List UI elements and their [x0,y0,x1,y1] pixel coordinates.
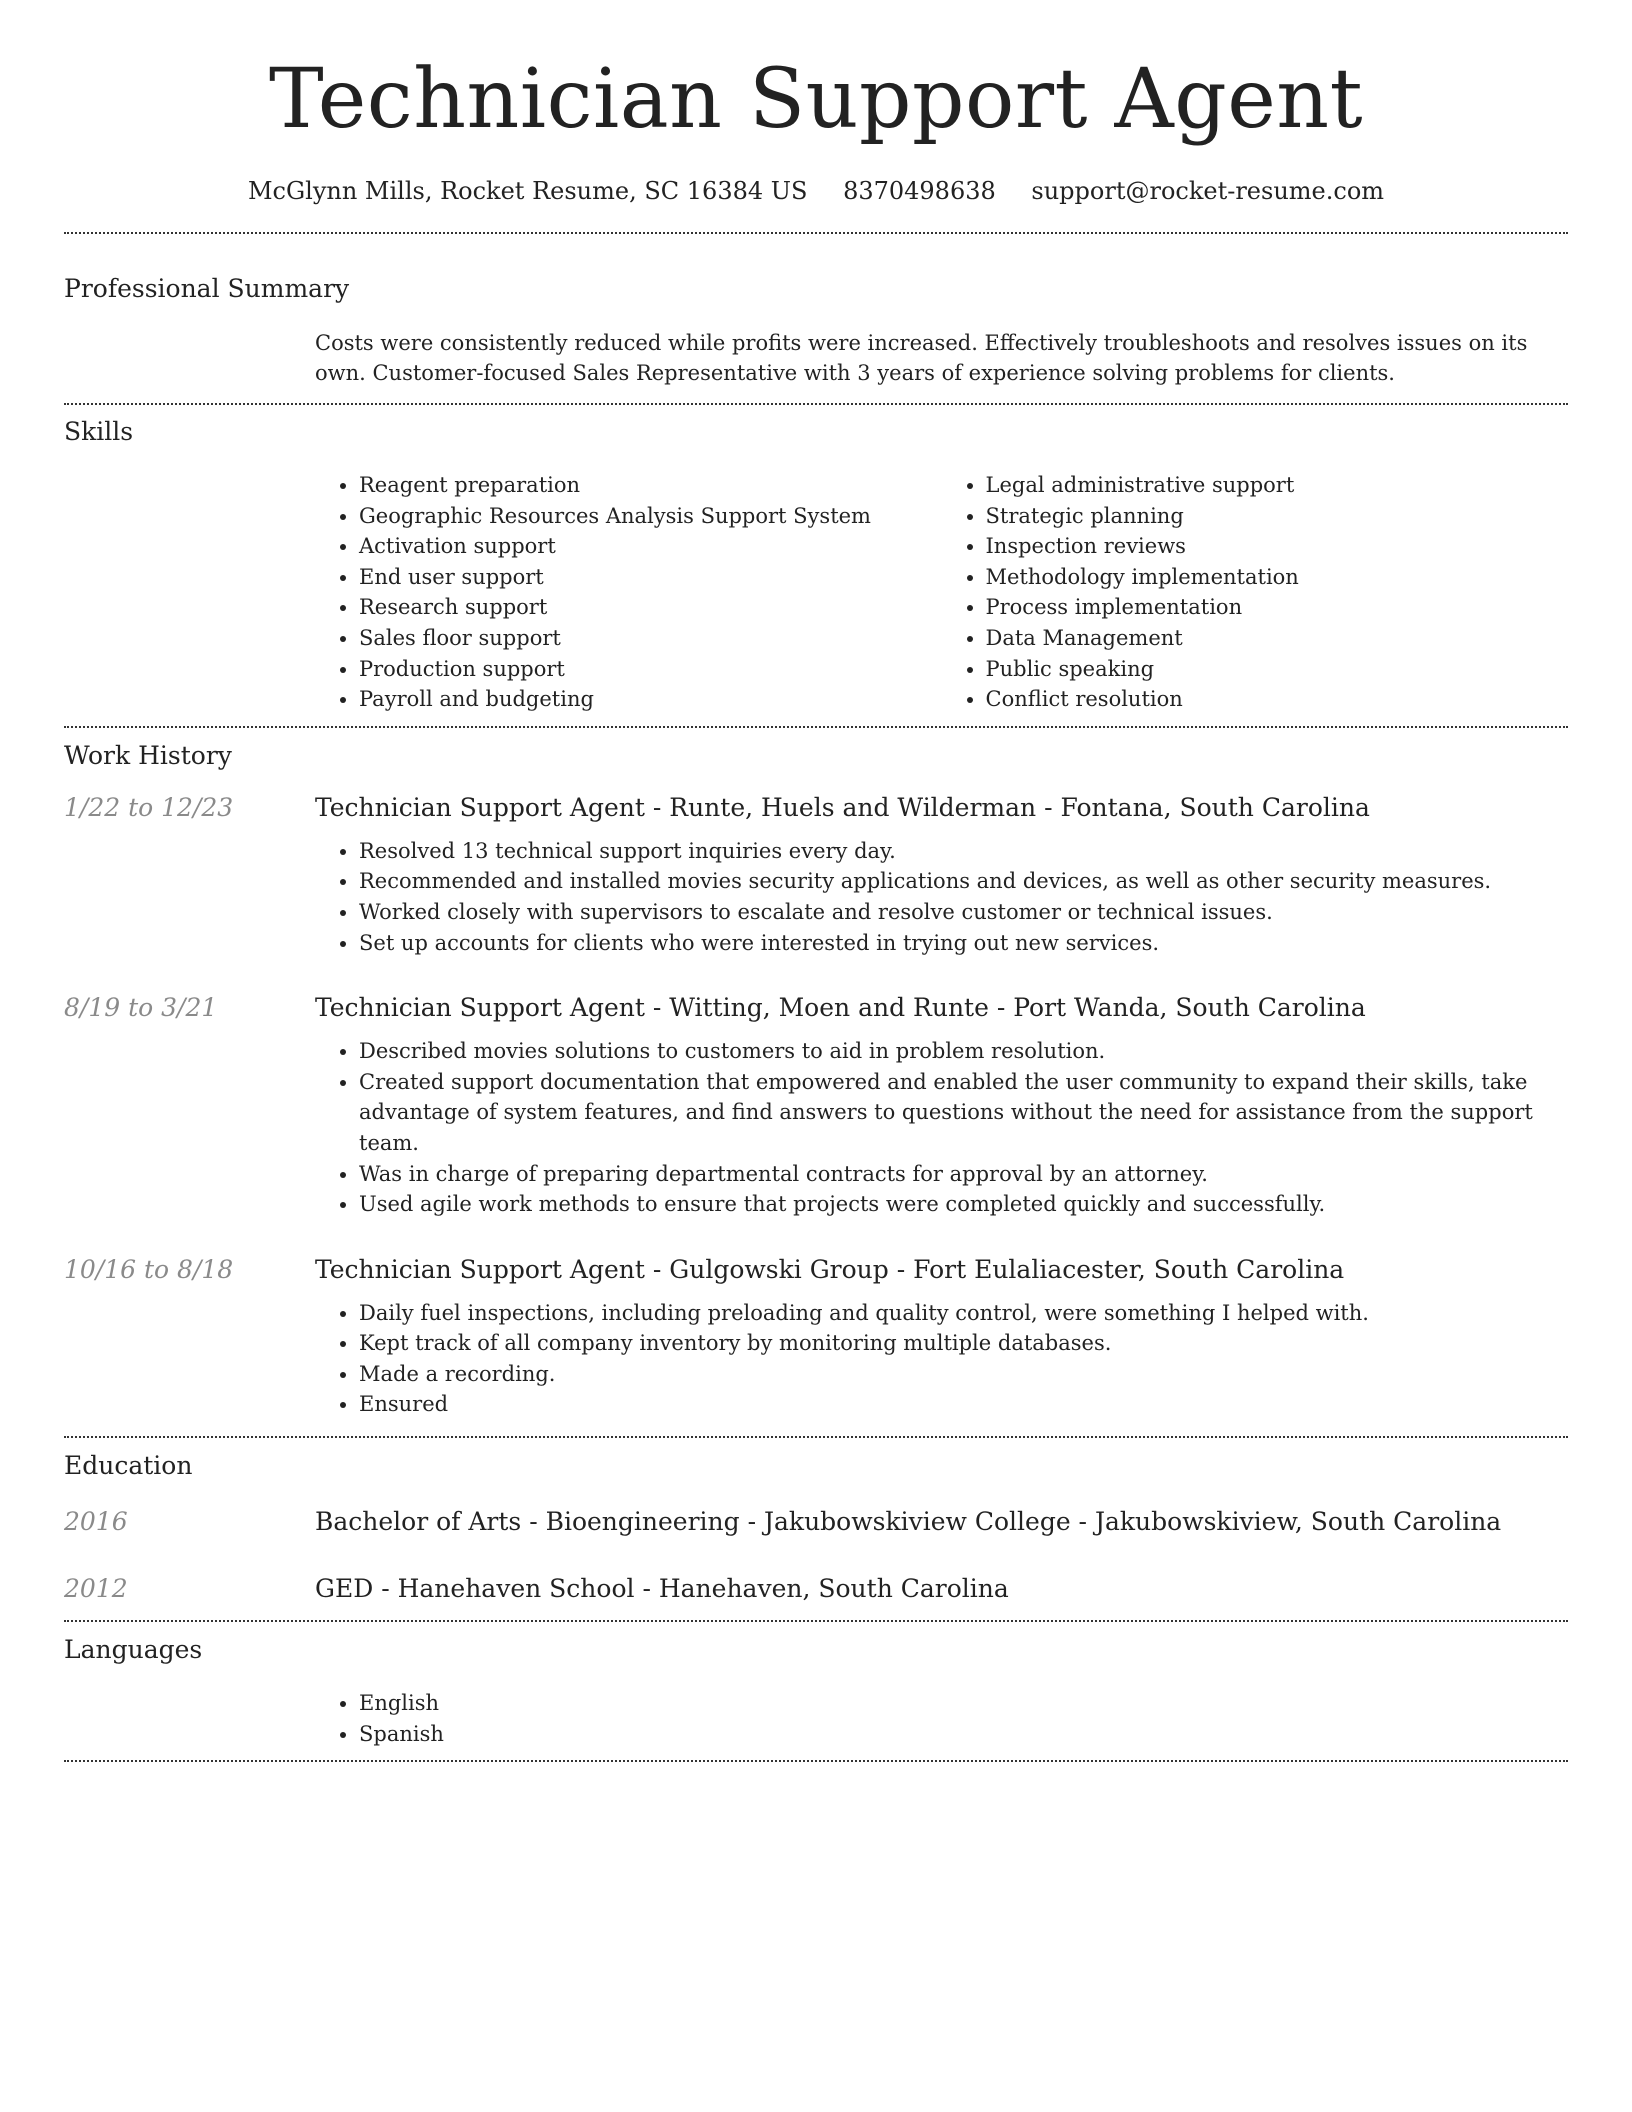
job-bullet: • Used agile work methods to ensure that projects were completed quickly and successfully. [359,1189,1568,1220]
job-bullet: • Was in charge of preparing departmental contracts for approval by an attorney. [359,1159,1568,1190]
education-degree: Bachelor of Arts - Bioengineering - Jakubowskiview College - Jakubowskiview, South Carolina [315,1507,1502,1537]
divider [64,1436,1568,1438]
job-bullet: • Worked closely with supervisors to escalate and resolve customer or technical issues. [359,897,1568,928]
skill-item: • Public speaking [986,654,1569,685]
skill-item: • Reagent preparation [359,470,942,501]
job-bullet: • Resolved 13 technical support inquiries every day. [359,836,1568,867]
languages-heading: Languages [64,1635,203,1665]
skill-item: • End user support [359,562,942,593]
skill-item: • Inspection reviews [986,531,1569,562]
job-bullet: • Created support documentation that empowered and enabled the user community to expand their skills, take advantage of system features, and find answers to questions without the need for assistance from the support team. [359,1067,1568,1159]
job-bullets [315,1036,1568,1220]
skill-item: • Legal administrative support [986,470,1569,501]
skill-item: • Production support [359,654,942,685]
contact-phone: 8370498638 [843,177,996,205]
job-bullet: • Described movies solutions to customers to aid in problem resolution. [359,1036,1568,1067]
divider [64,726,1568,728]
job-heading: Technician Support Agent - Gulgowski Group - Fort Eulaliacester, South Carolina [315,1254,1345,1284]
divider [64,1620,1568,1622]
skill-item: • Activation support [359,531,942,562]
skill-item: • Sales floor support [359,623,942,654]
skill-item: • Conflict resolution [986,684,1569,715]
divider [64,1760,1568,1762]
resume-page [64,0,1568,1762]
skills-right-column [942,470,1569,715]
education-entry [64,1573,1568,1605]
job-bullet: • Recommended and installed movies security applications and devices, as well as other security measures. [359,866,1568,897]
education-degree: GED - Hanehaven School - Hanehaven, South Carolina [315,1574,1009,1604]
skill-item: • Research support [359,592,942,623]
language-item: • Spanish [359,1719,1568,1750]
job-dates: 10/16 to 8/18 [64,1254,234,1284]
job-dates: 1/22 to 12/23 [64,792,234,822]
job-dates: 8/19 to 3/21 [64,993,218,1023]
divider [64,232,1568,234]
skill-item: • Strategic planning [986,501,1569,532]
job-bullet: • Kept track of all company inventory by monitoring multiple databases. [359,1328,1568,1359]
languages-list [315,1688,1568,1749]
job-heading: Technician Support Agent - Witting, Moen and Runte - Port Wanda, South Carolina [315,993,1366,1023]
education-heading: Education [64,1451,193,1481]
summary-text: Costs were consistently reduced while profits were increased. Effectively troubleshoots and resolves issues on its own. Customer-focused Sales Representative with 3 years of experience solving problems for clients. [315,331,1528,385]
education-year: 2012 [64,1574,128,1604]
resume-name: Technician Support Agent [268,52,1364,147]
divider [64,403,1568,405]
skill-item: • Payroll and budgeting [359,684,942,715]
skills-left-column [315,470,942,715]
contact-line [64,176,1568,206]
work-heading: Work History [64,740,232,770]
job-bullet: • Ensured [359,1389,1568,1420]
job-bullet: • Set up accounts for clients who were interested in trying out new services. [359,928,1568,959]
summary-heading: Professional Summary [64,274,350,303]
job-entry [64,792,1568,958]
job-entry [64,1254,1568,1420]
skill-item: • Geographic Resources Analysis Support System [359,501,942,532]
job-bullets [315,836,1568,958]
job-heading: Technician Support Agent - Runte, Huels and Wilderman - Fontana, South Carolina [315,792,1370,822]
job-bullet: • Daily fuel inspections, including preloading and quality control, were something I helped with. [359,1298,1568,1329]
job-bullet: • Made a recording. [359,1359,1568,1390]
job-bullets [315,1298,1568,1420]
skills-list [315,470,1568,715]
job-entry [64,992,1568,1220]
education-entry [64,1506,1568,1538]
contact-address: McGlynn Mills, Rocket Resume, SC 16384 US [247,177,808,205]
skill-item: • Process implementation [986,592,1569,623]
skills-heading: Skills [64,417,134,446]
education-year: 2016 [64,1507,128,1537]
skill-item: • Methodology implementation [986,562,1569,593]
contact-email[interactable]: support@rocket-resume.com [1031,177,1385,205]
language-item: • English [359,1688,1568,1719]
skill-item: • Data Management [986,623,1569,654]
